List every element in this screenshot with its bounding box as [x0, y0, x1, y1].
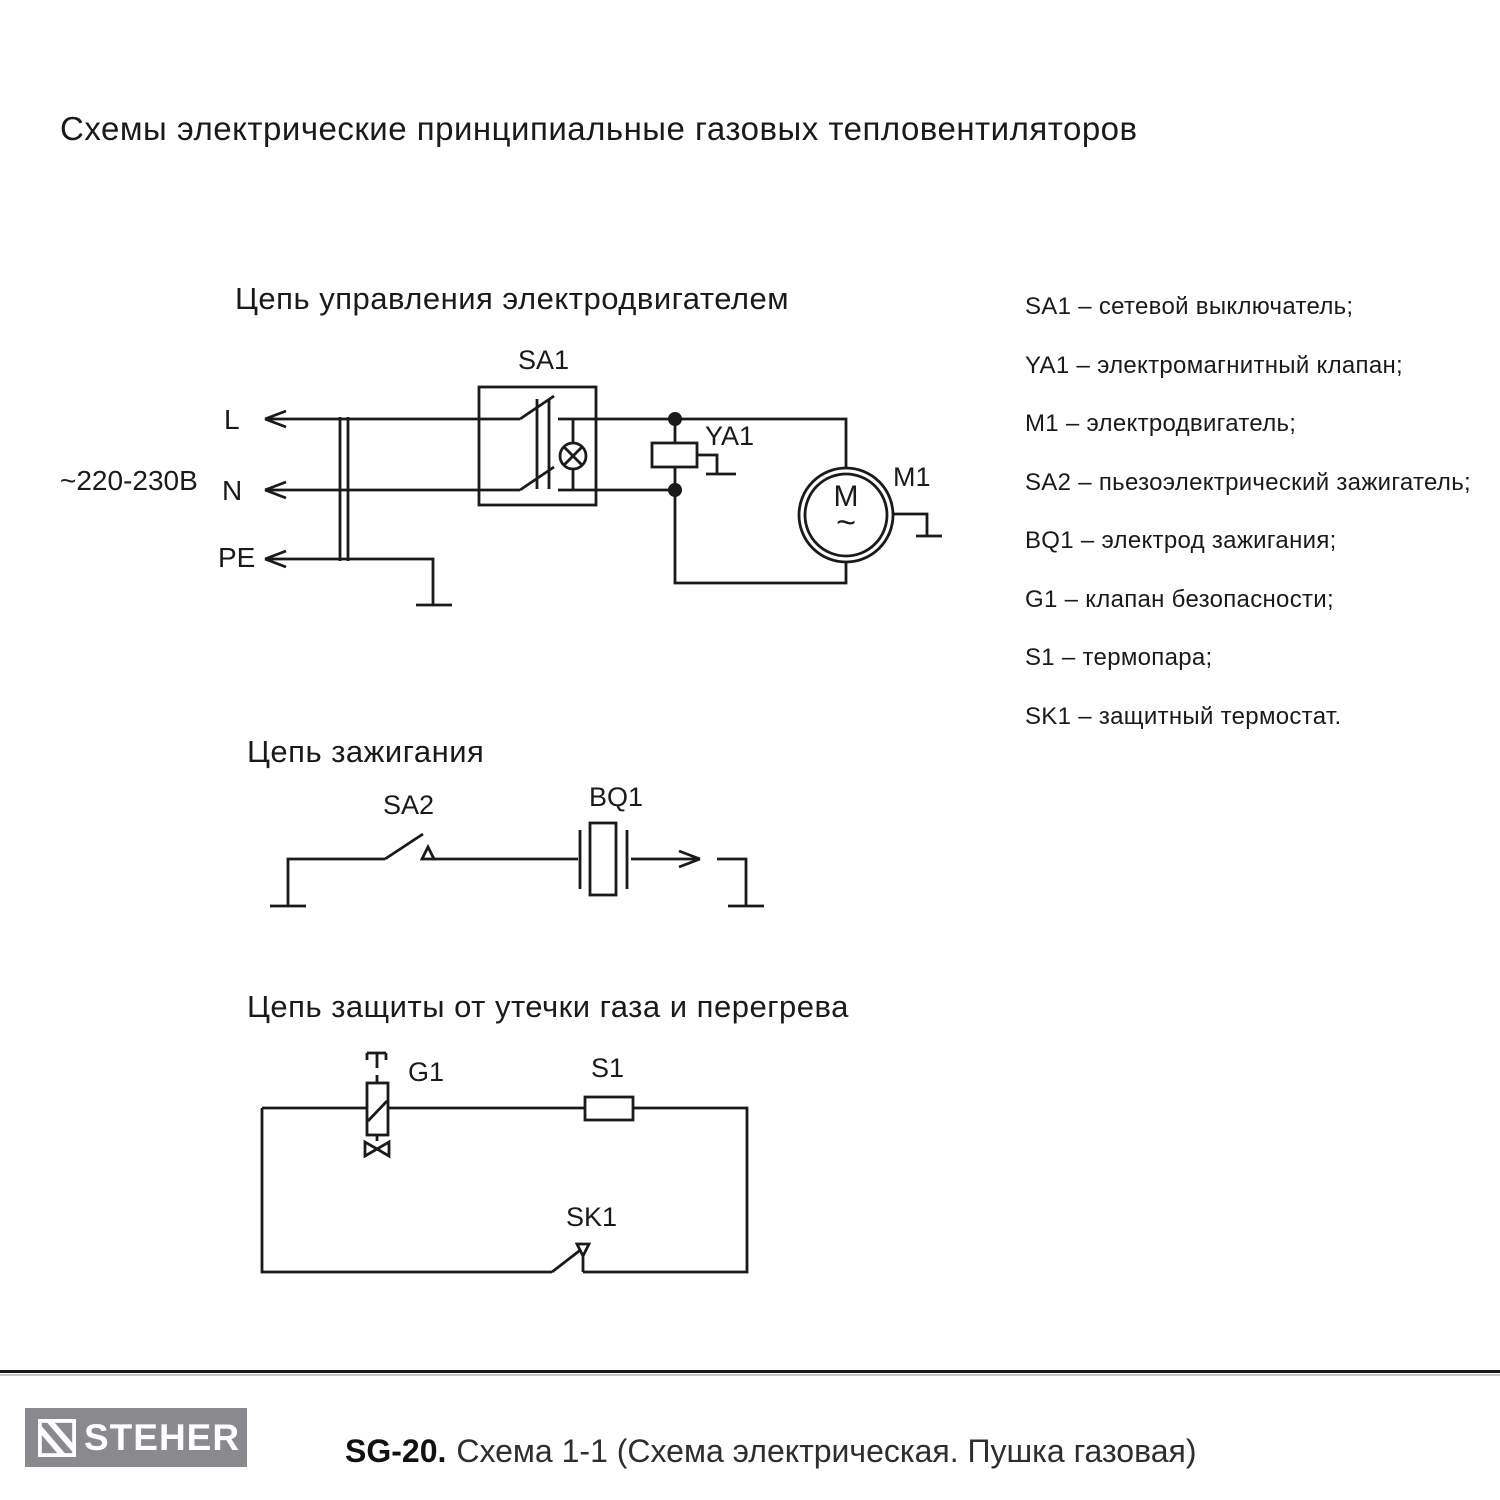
legend-item: SA1 – сетевой выключатель; — [1025, 293, 1354, 321]
left-ground-icon — [270, 859, 385, 906]
loop-right — [583, 1108, 747, 1272]
sk1-thermostat-contact — [552, 1244, 589, 1272]
legend-item: BQ1 – электрод зажигания; — [1025, 527, 1337, 555]
legend-item: SA2 – пьезоэлектрический зажигатель; — [1025, 468, 1471, 496]
voltage-label: ~220-230В — [60, 465, 198, 496]
motor-letter: M — [833, 480, 859, 513]
brand-logo — [25, 1408, 247, 1467]
s1-label: S1 — [591, 1053, 625, 1083]
sa2-switch-blade — [385, 834, 423, 859]
protection-circuit — [262, 1053, 747, 1272]
circuit1-title: Цепь управления электродвигателем — [235, 281, 790, 316]
right-ground-icon — [717, 859, 764, 906]
ya1-label: YA1 — [705, 421, 755, 451]
circuit2-title: Цепь зажигания — [247, 734, 485, 769]
legend-item: G1 – клапан безопасности; — [1025, 585, 1334, 613]
legend-item: M1 – электродвигатель; — [1025, 410, 1297, 438]
legend — [1025, 278, 1471, 746]
bq1-label: BQ1 — [589, 782, 644, 812]
terminal-l-label: L — [224, 404, 240, 435]
piezo-electrode-symbol — [580, 823, 627, 895]
page-title: Схемы электрические принципиальные газовых тепловентиляторов — [60, 110, 1138, 147]
sa1-label: SA1 — [518, 345, 570, 375]
legend-item: YA1 – электромагнитный клапан; — [1025, 351, 1404, 379]
indicator-lamp-icon — [560, 419, 586, 490]
power-line-arrows — [265, 411, 520, 605]
loop-left-bottom — [262, 1108, 552, 1272]
m1-label: M1 — [893, 462, 931, 492]
sk1-label: SK1 — [566, 1202, 618, 1232]
ignition-circuit — [270, 823, 764, 906]
sa2-label: SA2 — [383, 790, 435, 820]
spark-arrow — [631, 851, 700, 867]
circuit3-title: Цепь защиты от утечки газа и перегрева — [247, 989, 849, 1024]
motor-ac-sign: ~ — [836, 504, 856, 542]
g1-label: G1 — [408, 1057, 445, 1087]
legend-item: S1 – термопара; — [1025, 644, 1213, 672]
wire-l-out — [558, 419, 846, 468]
footer-divider-shadow — [0, 1374, 1500, 1376]
footer-caption — [345, 1433, 1197, 1470]
scheme-description: Схема 1-1 (Схема электрическая. Пушка газовая) — [456, 1433, 1197, 1469]
model-label: SG-20. — [345, 1433, 447, 1469]
terminal-pe-label: PE — [218, 542, 256, 573]
g1-valve-symbol — [365, 1053, 389, 1156]
brand-logo-icon — [38, 1419, 76, 1457]
brand-name: STEHER — [84, 1416, 241, 1458]
terminal-n-label: N — [222, 475, 243, 506]
legend-item: SK1 – защитный термостат. — [1025, 702, 1342, 730]
sa2-contact-triangle — [422, 847, 434, 859]
footer-divider — [0, 1370, 1500, 1373]
s1-thermocouple-symbol — [585, 1097, 633, 1120]
